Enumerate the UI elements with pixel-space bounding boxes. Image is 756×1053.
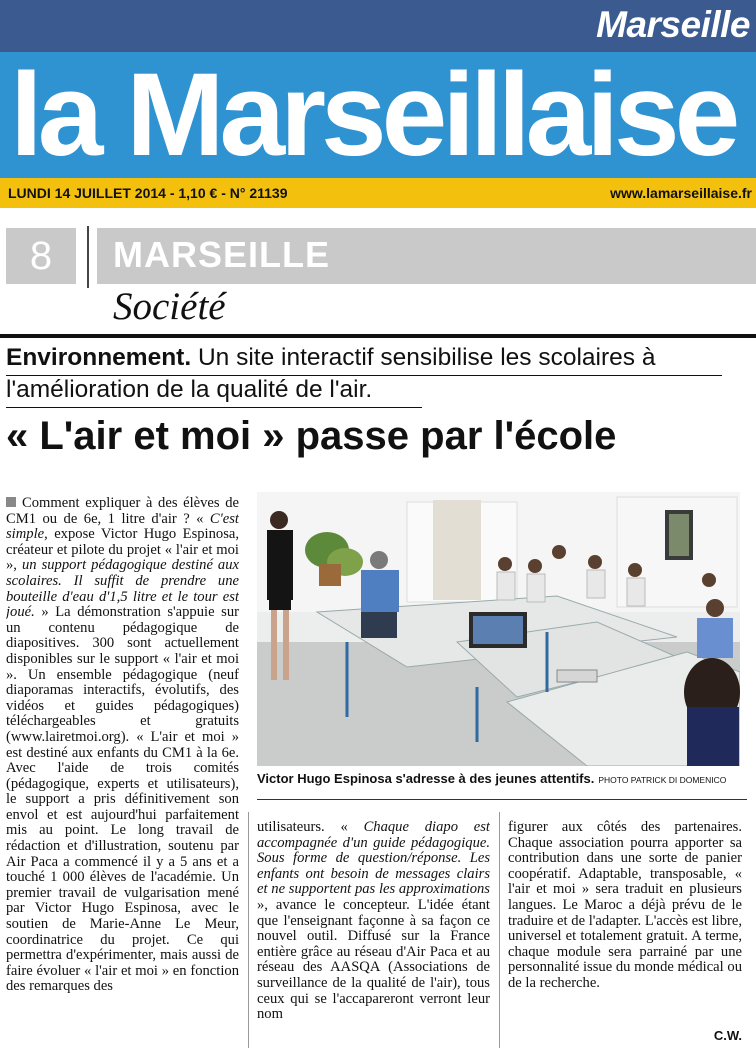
page-number: 8 (6, 228, 76, 284)
square-bullet-icon (6, 497, 16, 507)
kicker-line2: l'amélioration de la qualité de l'air. (6, 376, 373, 403)
article-kicker (6, 342, 726, 406)
article-photo (257, 492, 740, 766)
section-rubric: Société (113, 285, 226, 328)
quote-text: Chaque diapo est accompagnée d'un guide pédagogique. Sous forme de question/réponse. Les enfants ont besoin de messages clairs et ne supportent pas les approximations (257, 820, 490, 898)
quote-text: C'est simple (6, 510, 239, 543)
section-divider (87, 226, 89, 288)
column-rule (499, 812, 500, 1048)
body-text: utilisateurs. « (257, 820, 364, 835)
edition-name: Marseille (596, 4, 750, 45)
issue-date-line: LUNDI 14 JUILLET 2014 - 1,10 € - N° 21139 (8, 185, 288, 201)
article-column-1 (6, 496, 239, 1049)
photo-caption (257, 771, 747, 786)
body-text: », avance le concepteur. L'idée étant que l'enseignant façonne à sa façon ce nouvel outil. Diffusé sur la France entière grâce au réseau d'Air Paca et au réseau des AASQA (Associations de surveillance de la qualité de l'air), tous ceux qui se l'accapareront verront leur nom (257, 896, 490, 1023)
kicker-underline (6, 407, 422, 408)
caption-rule (257, 799, 747, 800)
body-text: figurer aux côtés des partenaires. Chaque association pourra apporter sa contribution dans une sorte de panier coopératif. Adaptable, transposable, « l'air et moi » sera traduit en plusieurs langues. Le Maroc a déjà prévu de le traduire et de l'adapter. L'accès est libre, universel et totalement gratuit. A terme, chaque module sera parrainé par une personnalité issue du monde médical ou de la recherche. (508, 820, 742, 991)
article-column-2 (257, 820, 490, 1048)
body-text: » La démonstration s'appuie sur un contenu pédagogique de diapositives. 300 sont actuellement disponibles sur le support « l'air et moi ». Un ensemble pédagogique (neuf diaporamas interactifs, évolutifs, des vidéos et guides pédagogiques) téléchargeables et gratuits (www.lairetmoi.org). « L'air et moi » est destiné aux enfants du CM1 à la 6e. Avec l'aide de trois comités (pédagogique, experts et utilisateurs), le support a pris définitivement son envol et est aujourd'hui parfaitement mis au point. Le long travail de rédaction et d'illustration, soutenu par Air Paca a commencé il y a 5 ans et a touché 1 000 élèves de l'académie. Un premier travail de vulgarisation mené par Victor Hugo Espinosa, avec le soutien de Marie-Anne Le Meur, coordinatrice du projet. Ce qui permettra d'expérimenter, mais aussi de faire évoluer « l'air et moi » en fonction des remarques des (6, 604, 239, 995)
body-text: , expose Victor Hugo Espinosa, créateur et pilote du projet « l'air et moi », (6, 526, 239, 574)
edition-bar (0, 0, 756, 52)
header-rule (0, 334, 756, 338)
classroom-photo-illustration (257, 492, 740, 766)
website-link[interactable]: www.lamarseillaise.fr (610, 185, 752, 201)
article-column-3 (508, 820, 742, 1030)
body-text: Comment expliquer à des élèves de CM1 ou de 6e, 1 litre d'air ? « (6, 496, 239, 527)
section-header (97, 228, 756, 284)
column-rule (248, 812, 249, 1048)
newspaper-logo: la Marseillaise (10, 52, 736, 178)
caption-text: Victor Hugo Espinosa s'adresse à des jeunes attentifs. (257, 771, 595, 786)
article-headline: « L'air et moi » passe par l'école (6, 414, 617, 458)
quote-text: un support pédagogique destiné aux scolaires. Il suffit de prendre une bouteille d'eau d'1,5 litre et le tour est joué. (6, 557, 239, 621)
kicker-underline (6, 375, 722, 376)
issue-info-bar (0, 178, 756, 208)
section-name: MARSEILLE (113, 234, 331, 275)
masthead (0, 52, 756, 178)
kicker-label: Environnement. (6, 344, 192, 371)
photo-credit: PHOTO PATRICK DI DOMENICO (598, 775, 727, 785)
kicker-line1: Un site interactif sensibilise les scolaires à (191, 344, 656, 371)
author-signature: C.W. (713, 1028, 742, 1043)
